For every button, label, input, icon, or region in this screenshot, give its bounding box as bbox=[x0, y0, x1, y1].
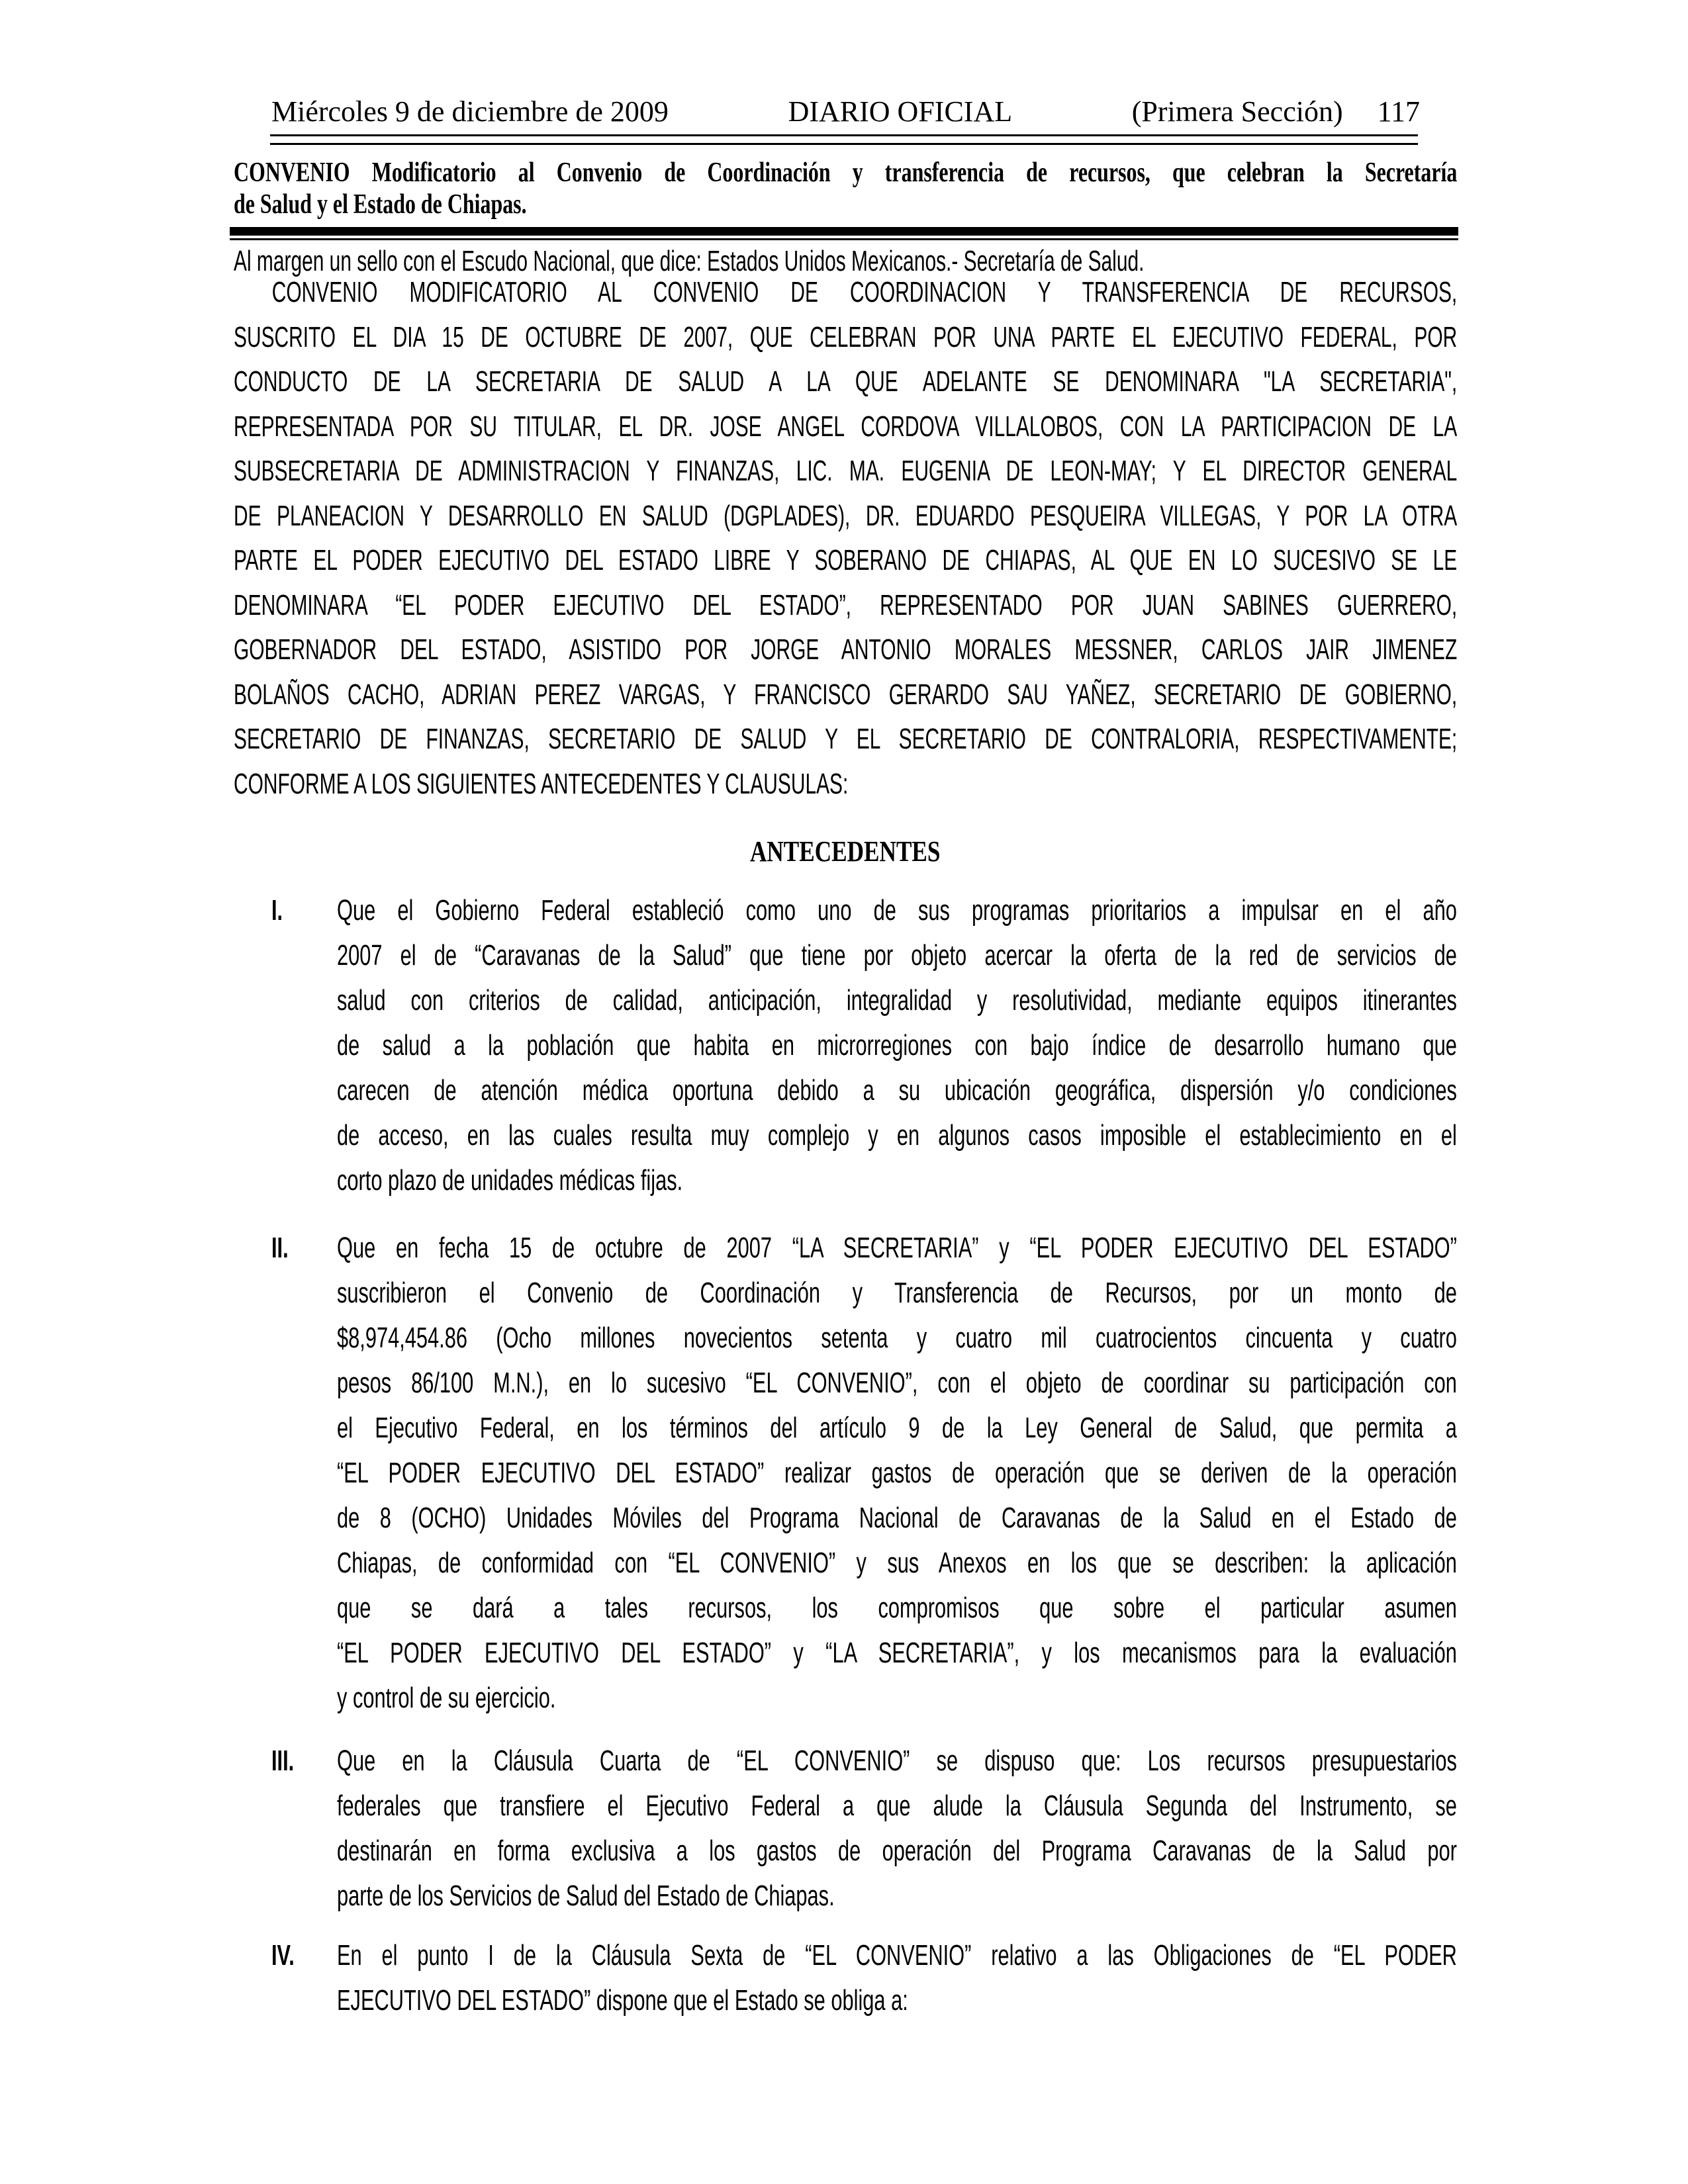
header-double-rule bbox=[270, 134, 1418, 145]
text-line: federales que transfiere el Ejecutivo Federal a que alude la Cláusula Segunda del Instrumento, se bbox=[337, 1790, 1457, 1822]
text-line: el Ejecutivo Federal, en los términos del artículo 9 de la Ley General de Salud, que permita a bbox=[337, 1412, 1457, 1444]
text-line: salud con criterios de calidad, anticipación, integralidad y resolutividad, mediante equipos itinerantes bbox=[337, 984, 1457, 1017]
antecedentes-heading bbox=[234, 835, 1457, 869]
text-line: Que el Gobierno Federal estableció como uno de sus programas prioritarios a impulsar en el año bbox=[337, 894, 1457, 927]
header-publication: DIARIO OFICIAL bbox=[788, 95, 1013, 128]
title-divider-bar bbox=[230, 227, 1458, 236]
text-line: parte de los Servicios de Salud del Estado de Chiapas. bbox=[337, 1880, 835, 1912]
text-line: BOLAÑOS CACHO, ADRIAN PEREZ VARGAS, Y FRANCISCO GERARDO SAU YAÑEZ, SECRETARIO DE GOBIERNO, bbox=[234, 678, 1458, 711]
item-1-numeral: I. bbox=[271, 894, 283, 927]
text-line: suscribieron el Convenio de Coordinación y Transferencia de Recursos, por un monto de bbox=[337, 1277, 1457, 1309]
text-line: SECRETARIO DE FINANZAS, SECRETARIO DE SALUD Y EL SECRETARIO DE CONTRALORIA, RESPECTIVAMENTE; bbox=[234, 723, 1458, 755]
text-line: CONFORME A LOS SIGUIENTES ANTECEDENTES Y CLAUSULAS: bbox=[234, 767, 849, 800]
antecedentes-heading-text: ANTECEDENTES bbox=[750, 835, 941, 868]
text-line: de acceso, en las cuales resulta muy complejo y en algunos casos imposible el establecimiento en el bbox=[337, 1119, 1457, 1152]
text-line: SUBSECRETARIA DE ADMINISTRACION Y FINANZAS, LIC. MA. EUGENIA DE LEON-MAY; Y EL DIRECTOR GENERAL bbox=[234, 455, 1458, 487]
text-line: de salud a la población que habita en microrregiones con bajo índice de desarrollo humano que bbox=[337, 1029, 1457, 1062]
text-line: “EL PODER EJECUTIVO DEL ESTADO” y “LA SECRETARIA”, y los mecanismos para la evaluación bbox=[337, 1637, 1457, 1669]
text-line: En el punto I de la Cláusula Sexta de “EL CONVENIO” relativo a las Obligaciones de “EL PODER bbox=[337, 1939, 1457, 1972]
text-line: $8,974,454.86 (Ocho millones novecientos setenta y cuatro mil cuatrocientos cincuenta y cuatro bbox=[337, 1322, 1457, 1354]
item-2-text bbox=[337, 1226, 1457, 1721]
text-line: DE PLANEACION Y DESARROLLO EN SALUD (DGPLADES), DR. EDUARDO PESQUEIRA VILLEGAS, Y POR LA OTRA bbox=[234, 499, 1458, 532]
text-line: EJECUTIVO DEL ESTADO” dispone que el Estado se obliga a: bbox=[337, 1984, 908, 2017]
item-2-numeral: II. bbox=[271, 1232, 289, 1264]
text-line: destinarán en forma exclusiva a los gastos de operación del Programa Caravanas de la Salud por bbox=[337, 1835, 1457, 1867]
text-line: “EL PODER EJECUTIVO DEL ESTADO” realizar gastos de operación que se deriven de la operación bbox=[337, 1457, 1457, 1489]
header-right bbox=[1132, 95, 1420, 128]
margin-note: Al margen un sello con el Escudo Nacional, que dice: Estados Unidos Mexicanos.- Secretaría de Salud. bbox=[234, 245, 1145, 277]
header-section: (Primera Sección) bbox=[1131, 95, 1343, 128]
item-3-text bbox=[337, 1739, 1457, 1919]
header-page-number: 117 bbox=[1377, 95, 1420, 128]
text-line: Chiapas, de conformidad con “EL CONVENIO” y sus Anexos en los que se describen: la aplicación bbox=[337, 1547, 1457, 1579]
item-4-text bbox=[337, 1933, 1457, 2023]
text-line: de Salud y el Estado de Chiapas. bbox=[234, 189, 527, 220]
text-line: de 8 (OCHO) Unidades Móviles del Programa Nacional de Caravanas de la Salud en el Estado de bbox=[337, 1502, 1457, 1534]
text-line: GOBERNADOR DEL ESTADO, ASISTIDO POR JORGE ANTONIO MORALES MESSNER, CARLOS JAIR JIMENEZ bbox=[234, 633, 1458, 666]
text-line: CONVENIO Modificatorio al Convenio de Coordinación y transferencia de recursos, que celebran la Secretaría bbox=[234, 158, 1458, 188]
item-4-numeral: IV. bbox=[271, 1939, 295, 1972]
text-line: corto plazo de unidades médicas fijas. bbox=[337, 1164, 683, 1197]
text-line: carecen de atención médica oportuna debido a su ubicación geográfica, dispersión y/o condiciones bbox=[337, 1074, 1457, 1107]
text-line: 2007 el de “Caravanas de la Salud” que tiene por objeto acercar la oferta de la red de servicios de bbox=[337, 939, 1457, 972]
text-line: y control de su ejercicio. bbox=[337, 1682, 556, 1714]
text-line: pesos 86/100 M.N.), en lo sucesivo “EL CONVENIO”, con el objeto de coordinar su participación con bbox=[337, 1367, 1457, 1399]
text-line: SUSCRITO EL DIA 15 DE OCTUBRE DE 2007, QUE CELEBRAN POR UNA PARTE EL EJECUTIVO FEDERAL, POR bbox=[234, 320, 1458, 353]
item-3-numeral: III. bbox=[271, 1745, 295, 1777]
page-header bbox=[271, 95, 1420, 128]
header-date: Miércoles 9 de diciembre de 2009 bbox=[271, 95, 669, 128]
text-line: REPRESENTADA POR SU TITULAR, EL DR. JOSE ANGEL CORDOVA VILLALOBOS, CON LA PARTICIPACION DE LA bbox=[234, 410, 1458, 443]
text-line: PARTE EL PODER EJECUTIVO DEL ESTADO LIBRE Y SOBERANO DE CHIAPAS, AL QUE EN LO SUCESIVO SE LE bbox=[234, 544, 1458, 576]
text-line: CONVENIO MODIFICATORIO AL CONVENIO DE COORDINACION Y TRANSFERENCIA DE RECURSOS, bbox=[271, 276, 1458, 308]
text-line: Que en fecha 15 de octubre de 2007 “LA SECRETARIA” y “EL PODER EJECUTIVO DEL ESTADO” bbox=[337, 1232, 1457, 1264]
title-divider-line bbox=[230, 238, 1458, 240]
document-title bbox=[234, 157, 1457, 220]
preamble bbox=[234, 270, 1457, 806]
text-line: que se dará a tales recursos, los compromisos que sobre el particular asumen bbox=[337, 1592, 1457, 1624]
item-1-text bbox=[337, 888, 1457, 1203]
text-line: DENOMINARA “EL PODER EJECUTIVO DEL ESTADO”, REPRESENTADO POR JUAN SABINES GUERRERO, bbox=[234, 588, 1458, 621]
text-line: CONDUCTO DE LA SECRETARIA DE SALUD A LA QUE ADELANTE SE DENOMINARA "LA SECRETARIA", bbox=[234, 365, 1458, 398]
text-line: Que en la Cláusula Cuarta de “EL CONVENIO” se dispuso que: Los recursos presupuestarios bbox=[337, 1745, 1457, 1777]
